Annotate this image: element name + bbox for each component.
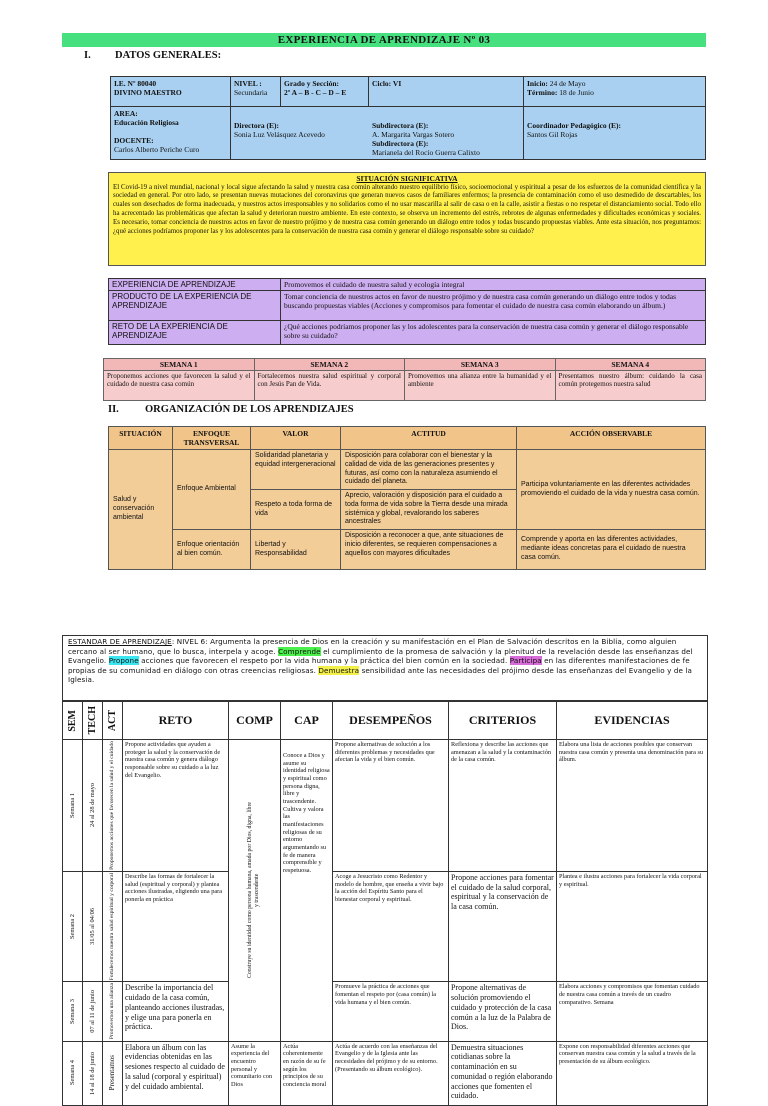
row1-act: Proponemos acciones que favorecen la salud y el cuidado — [103, 740, 123, 872]
row4-evidencia: Expone con responsabilidad diferentes acciones que conservan nuestra casa común y la salud a través de la presentación de su álbum ecológico. — [557, 1041, 708, 1105]
row1-sem: Semana 1 — [63, 740, 83, 872]
header-criterios: CRITERIOS — [449, 702, 557, 740]
subdirectora-1-label: Subdirectora (E): — [372, 121, 429, 130]
row4-comp: Asume la experiencia del encuentro personal y comunitario con Dios — [229, 1041, 281, 1105]
grado-value: 2º A – B - C – D – E — [284, 88, 347, 97]
cap-cell: Conoce a Dios y asume su identidad religiosa y espiritual como persona digna, libre y trascendente. Cultiva y valora las manifestaciones religiosas de su entorno argumentando su fe de manera comprensible y respetuosa. — [281, 740, 333, 1042]
row2-evidencia: Plantea e ilustra acciones para fortalecer la vida corporal y espiritual. — [557, 871, 708, 981]
section-2-number: II. — [108, 404, 119, 415]
row4-sem: Semana 4 — [63, 1041, 83, 1105]
semanas-table — [103, 358, 706, 401]
org-enfoque-ambiental: Enfoque Ambiental — [173, 450, 251, 530]
row2-criterio: Propone acciones para fomentar el cuidado de la salud corporal, espiritual y la conservación de la casa común. — [449, 871, 557, 981]
row4-reto: Elabora un álbum con las evidencias obtenidas en las sesiones respecto al cuidado de la salud (corporal y espiritual) y del cuidado ambiental. — [123, 1041, 229, 1105]
org-header-accion: ACCIÓN OBSERVABLE — [517, 427, 706, 450]
estandar-text-1: : NIVEL 6: Argumenta la presencia de Dios en la creación y su manifestación en el Plan de Salvación descritos en la Biblia, como alguien cercano al ser humano, que lo busca, interpela y acoge. — [68, 637, 677, 656]
row3-desempeno: Promueve la práctica de acciones que fomentan el respeto por (casa común) la vida humana y el bien común. — [333, 982, 449, 1041]
row4-tech: 14 al 18 de junio — [83, 1041, 103, 1105]
row2-sem: Semana 2 — [63, 871, 83, 981]
ie-number: I.E. Nº 80040 — [114, 79, 157, 88]
estandar-label: ESTANDAR DE APRENDIZAJE — [68, 637, 172, 646]
estandar-text-3: acciones que favorecen el respeto por la vida humana y la práctica del bien común en la sociedad. — [141, 656, 508, 665]
planificacion-table — [62, 701, 708, 1106]
ciclo-value: Ciclo: VI — [372, 79, 402, 88]
grado-label: Grado y Sección: — [284, 79, 339, 88]
row3-criterio: Propone alternativas de solución promoviendo el cuidado y protección de la casa común a la luz de la Palabra de Dios. — [449, 982, 557, 1041]
coordinador-label: Coordinador Pedagógico (E): — [527, 121, 622, 130]
producto-label: PRODUCTO DE LA EXPERIENCIA DE APRENDIZAJE — [109, 291, 281, 321]
estandar-text-4: en las diferentes manifestaciones de fe propias de su comunidad en diálogo con otras creencias religiosas. — [68, 656, 690, 675]
org-actitud-3: Disposición a reconocer a que, ante situaciones de inicio diferentes, se requieren compensaciones a aquellos con mayores dificultades — [341, 530, 517, 570]
docente-label: DOCENTE: — [114, 136, 154, 145]
ie-name: DIVINO MAESTRO — [114, 88, 182, 97]
org-valor-2: Respeto a toda forma de vida — [251, 490, 341, 530]
header-desempenos: DESEMPEÑOS — [333, 702, 449, 740]
situacion-text: El Covid-19 a nivel mundial, nacional y local sigue afectando la salud y nuestra casa común alterando nuestro equilibrio físico, socioemocional y espiritual a pesar de los esfuerzos de la comunidad científica y la sociedad en general. Por otro lado, se presentan nuevas mutaciones del coronavirus que generan nuevos casos de familiares enfermos; la presencia de contaminación como el uso desmedido de descartables, los cuales son desechados de forma inadecuada, y nuestros actos irresponsables y no solidarios como el no usar mascarilla al salir de casa o en la calle, asistir a fiestas o no respetar el distanciamiento social. Todo ello ha acrecentado las problemáticas que afectan la salud y deterioran nuestro ambiente. En este contexto, se observa un incremento del estrés, rebrotes de algunas enfermedades y dificultades económicas y sociales. Es necesario, tomar conciencia de nuestros actos en favor de nuestro prójimo y de nuestra casa común generando un diálogo entre todos y todas buscando propuestas viables. Ante esta situación, nos preguntamos: ¿qué acciones podríamos proponer las y los adolescentes para la conservación de nuestra casa común y generar el diálogo responsable sobre su cuidado? — [113, 183, 701, 235]
nivel-value: Secundaria — [234, 88, 268, 97]
row2-tech: 31/05 al 04/06 — [83, 871, 103, 981]
datos-generales-table — [110, 76, 706, 160]
header-cap: CAP — [281, 702, 333, 740]
experiencia-label: EXPERIENCIA DE APRENDIZAJE — [109, 279, 281, 291]
fechas-cell — [524, 77, 706, 107]
highlight-comprende: Comprende — [278, 646, 321, 656]
reto-value: ¿Qué acciones podríamos proponer las y los adolescentes para la conservación de nuestra casa común y generar el diálogo responsable sobre su cuidado? — [281, 321, 706, 345]
ciclo-cell — [369, 77, 524, 107]
row2-reto: Describe las formas de fortalecer la salud (espiritual y corporal) y plantea acciones ilustradas, eligiendo una para ponerla en práctica — [123, 871, 229, 981]
termino-label: Término: — [527, 88, 558, 97]
coordinador-cell — [524, 107, 706, 160]
org-valor-3: Libertad y Responsabilidad — [251, 530, 341, 570]
comp-cell: Construye su identidad como persona humana, amada por Dios, digna, libre y trascendente — [229, 740, 281, 1042]
row3-sem: Semana 3 — [63, 982, 83, 1041]
termino-value: 18 de Junio — [559, 88, 594, 97]
ie-cell — [111, 77, 231, 107]
section-1-title: DATOS GENERALES: — [115, 50, 222, 61]
area-docente-cell — [111, 107, 231, 160]
row1-reto: Propone actividades que ayuden a proteger la salud y la conservación de nuestra casa común y genera diálogo responsable sobre su cuidado a la luz del Evangelio. — [123, 740, 229, 872]
subdirectora-2-value: Marianela del Rocío Guerra Calixto — [372, 148, 480, 157]
subdirectora-2-label: Subdirectora (E): — [372, 139, 429, 148]
organizacion-table — [108, 426, 706, 570]
row1-tech: 24 al 28 de mayo — [83, 740, 103, 872]
highlight-demuestra: Demuestra — [318, 665, 360, 675]
row2-desempeno: Acoge a Jesucristo como Redentor y modelo de hombre, que enseña a vivir bajo la acción del Espíritu Santo para el bienestar corporal y espiritual. — [333, 871, 449, 981]
highlight-participa: Participa — [509, 656, 542, 665]
row4-cap: Actúa coherentemente en razón de su fe según los principios de su conciencia moral — [281, 1041, 333, 1105]
situacion-heading: SITUACIÓN SIGNIFICATIVA — [356, 174, 458, 183]
org-header-enfoque: ENFOQUE TRANSVERSAL — [173, 427, 251, 450]
coordinador-value: Santos Gil Rojas — [527, 130, 578, 139]
experiencia-value: Promovemos el cuidado de nuestra salud y ecología integral — [281, 279, 706, 291]
inicio-value: 24 de Mayo — [549, 79, 586, 88]
docente-value: Carlos Alberto Periche Curo — [114, 145, 200, 154]
semana-2-text: Fortalecemos nuestra salud espiritual y corporal con Jesús Pan de Vida. — [254, 371, 405, 401]
page-title: EXPERIENCIA DE APRENDIZAJE Nº 03 — [62, 33, 706, 47]
org-header-situacion: SITUACIÓN — [109, 427, 173, 450]
subdirectora-1-value: A. Margarita Vargas Sotero — [372, 130, 455, 139]
org-valor-1: Solidaridad planetaria y equidad intergeneracional — [251, 450, 341, 490]
org-accion-1: Participa voluntariamente en las diferentes actividades promoviendo el cuidado de la vida y nuestra casa común. — [517, 450, 706, 530]
row3-tech: 07 al 11 de junio — [83, 982, 103, 1041]
inicio-label: Inicio: — [527, 79, 548, 88]
area-label: AREA: — [114, 109, 138, 118]
row4-criterio: Demuestra situaciones cotidianas sobre la contaminación en su comunidad o región elaborando acciones que fomenten el cuidado. — [449, 1041, 557, 1105]
semana-1-header: SEMANA 1 — [104, 359, 255, 371]
org-actitud-2: Aprecio, valoración y disposición para el cuidado a toda forma de vida sobre la Tierra desde una mirada sistémica y global, revalorando los saberes ancestrales — [341, 490, 517, 530]
row2-act: Fortalecemos nuestra salud espiritual y corporal — [103, 871, 123, 981]
semana-3-header: SEMANA 3 — [405, 359, 556, 371]
section-2-title: ORGANIZACIÓN DE LOS APRENDIZAJES — [145, 404, 354, 415]
header-tech: TECH — [83, 702, 103, 740]
header-comp: COMP — [229, 702, 281, 740]
org-enfoque-bien-comun: Enfoque orientación al bien común. — [173, 530, 251, 570]
estandar-text-2: el cumplimiento de la promesa de salvación y la plenitud de la revelación desde las enseñanzas del Evangelio. — [68, 646, 693, 665]
header-sem: SEM — [63, 702, 83, 740]
org-actitud-1: Disposición para colaborar con el bienestar y la calidad de vida de las generaciones presentes y futuras, así como con la naturaleza asumiendo el cuidado del planeta. — [341, 450, 517, 490]
row1-criterio: Reflexiona y describe las acciones que amenazan a la salud y la contaminación de la casa común. — [449, 740, 557, 872]
row3-act: Promovemos una alianza — [103, 982, 123, 1041]
semana-4-text: Presentamos nuestro álbum: cuidando la casa común protegemos nuestra salud — [555, 371, 706, 401]
row1-evidencia: Elabora una lista de acciones posibles que conservan nuestra casa común y presenta una denominación para su álbum. — [557, 740, 708, 872]
estandar-aprendizaje-box — [62, 635, 708, 701]
semana-3-text: Promovemos una alianza entre la humanidad y el ambiente — [405, 371, 556, 401]
row1-desempeno: Propone alternativas de solución a los diferentes problemas y necesidades que afectan la vida y el bien común. — [333, 740, 449, 872]
directora-label: Directora (E): — [234, 121, 280, 130]
row3-evidencia: Elabora acciones y compromisos que fomentan cuidado de nuestra casa común a través de un cuadro comparativo. Semana — [557, 982, 708, 1041]
directora-cell — [231, 107, 524, 160]
org-situacion: Salud y conservación ambiental — [109, 450, 173, 570]
grado-cell — [281, 77, 369, 107]
reto-label: RETO DE LA EXPERIENCIA DE APRENDIZAJE — [109, 321, 281, 345]
semana-2-header: SEMANA 2 — [254, 359, 405, 371]
header-reto: RETO — [123, 702, 229, 740]
row3-reto: Describe la importancia del cuidado de la casa común, planteando acciones ilustradas, y elige una para ponerla en práctica. — [123, 982, 229, 1041]
org-header-valor: VALOR — [251, 427, 341, 450]
semana-1-text: Proponemos acciones que favorecen la salud y el cuidado de nuestra casa común — [104, 371, 255, 401]
section-1-number: I. — [84, 50, 91, 61]
row4-act: Presentamos — [103, 1041, 123, 1105]
experiencia-table — [108, 278, 706, 345]
estandar-text-5: sensibilidad ante las necesidades del prójimo desde las enseñanzas del Evangelio y de la Iglesia. — [68, 665, 693, 684]
org-accion-2: Comprende y aporta en las diferentes actividades, mediante ideas concretas para el cuidado de nuestra casa común. — [517, 530, 706, 570]
org-header-actitud: ACTITUD — [341, 427, 517, 450]
highlight-propone: Propone — [108, 656, 139, 665]
header-evidencias: EVIDENCIAS — [557, 702, 708, 740]
row4-desempeno: Actúa de acuerdo con las enseñanzas del Evangelio y de la Iglesia ante las necesidades del prójimo y de su entorno. (Presentando su álbum ecológico). — [333, 1041, 449, 1105]
situacion-significativa-box — [108, 172, 706, 266]
semana-4-header: SEMANA 4 — [555, 359, 706, 371]
area-value: Educación Religiosa — [114, 118, 179, 127]
header-act: ACT — [103, 702, 123, 740]
nivel-cell — [231, 77, 281, 107]
producto-value: Tomar conciencia de nuestros actos en favor de nuestro prójimo y de nuestra casa común generando un diálogo entre todos y todas buscando propuestas viables (Acciones y compromisos para fomentar el cuidado de nuestra casa común elaborando un álbum.) — [281, 291, 706, 321]
directora-value: Sonia Luz Velásquez Acevedo — [234, 130, 325, 139]
nivel-label: NIVEL : — [234, 79, 262, 88]
